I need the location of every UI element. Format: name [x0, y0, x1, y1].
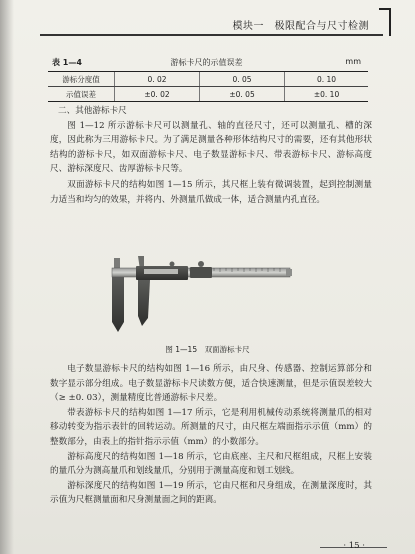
error-table — [48, 71, 368, 102]
figure-caption: 图 1—15 双面游标卡尺 — [165, 345, 250, 354]
beam-end — [286, 269, 292, 276]
paragraph: 带表游标卡尺的结构如图 1—17 所示，它是利用机械传动系统将测量爪的相对移动转变为指示表针的回转运动。所测量的尺寸，由尺框左端面指示示值（mm）的整数部分，由表上的指针指示示值（mm）的小数部分。 — [50, 407, 372, 447]
page-gutter-shadow — [0, 0, 14, 554]
sliding-lower-jaw — [138, 280, 150, 326]
header-text: 模块一 极限配合与尺寸检测 — [232, 21, 369, 32]
header-rule — [40, 34, 383, 36]
running-header — [40, 6, 391, 36]
paragraph: 游标深度尺的结构如图 1—19 所示，它由尺框和尺身组成，在测量深度时，其示值为尺框测量面和尺身测量面之间的距离。 — [50, 480, 372, 506]
fine-adjust-unit — [190, 267, 212, 278]
paragraph: 游标高度尺的结构如图 1—18 所示，它由底座、主尺和尺框组成，尺框上安装的量爪分为测高量爪和划线量爪，分别用于测量高度和划工划线。 — [50, 451, 372, 477]
table-row — [48, 87, 368, 102]
table-cell: 0. 10 — [285, 72, 368, 87]
lock-screw — [198, 261, 204, 267]
paragraph: 图 1—12 所示游标卡尺可以测量孔、轴的直径尺寸，还可以测量孔、槽的深度，因此称为三用游标卡尺。为了满足测量各种形体结构尺寸的需要，还有其他形状结构的游标卡尺，如双面游标卡尺、电子数显游标卡尺、带表游标卡尺、游标高度尺、游标深度尺、齿厚游标卡尺等。 — [50, 120, 372, 175]
text-block-top — [50, 104, 372, 207]
paragraph: 双面游标卡尺的结构如图 1—15 所示，其尺框上装有微调装置，起到控制测量力适当和均匀的效果，并将内、外测量爪做成一体，适合测量内孔直径。 — [50, 179, 372, 205]
fixed-lower-jaw — [112, 277, 124, 332]
corner-mark — [379, 8, 391, 36]
page-number: · 15 · — [343, 541, 365, 551]
table-cell: ±0. 05 — [200, 87, 285, 102]
table-number: 表 1—4 — [52, 58, 82, 67]
table-cell: 0. 05 — [200, 72, 285, 87]
table-cell: 示值误差 — [48, 87, 115, 102]
table-row — [48, 72, 368, 87]
table-title: 游标卡尺的示值误差 — [170, 58, 243, 67]
double-sided-caliper-figure — [100, 248, 300, 338]
vernier-window — [144, 269, 178, 274]
text-block-bottom — [50, 362, 372, 508]
table-unit: mm — [345, 57, 361, 66]
table-cell: 游标分度值 — [48, 72, 115, 87]
table-cell: 0. 02 — [115, 72, 200, 87]
table-caption — [48, 55, 365, 69]
paragraph: 电子数显游标卡尺的结构如图 1—16 所示，由尺身、传感器、控制运算部分和数字显示部分组成。电子数显游标卡尺读数方便，适合快速测量，但是示值误差较大（≥ ±0. 03），测量精度比普通游标卡尺差。 — [50, 364, 372, 404]
section-title: 二、其他游标卡尺 — [58, 106, 127, 116]
table-cell: ±0. 10 — [285, 87, 368, 102]
lock-screw — [170, 262, 175, 267]
table-cell: ±0. 02 — [115, 87, 200, 102]
